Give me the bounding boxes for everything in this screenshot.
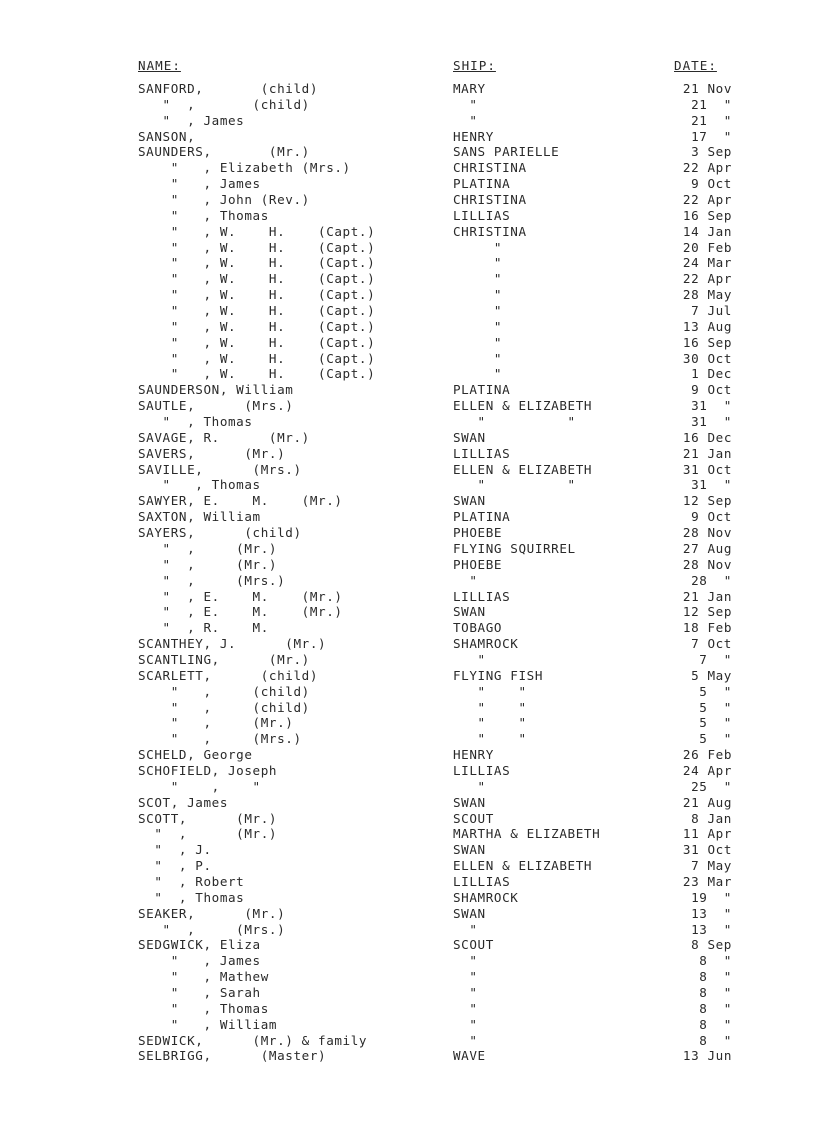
arrival-date: 16 Sep — [682, 207, 732, 223]
passenger-name: SAVAGE, R. (Mr.) — [138, 429, 310, 445]
arrival-date: 13 " — [691, 905, 732, 921]
table-row — [0, 604, 816, 620]
table-row — [0, 160, 816, 176]
ship-name: " " — [453, 414, 576, 430]
passenger-name: " , James — [138, 176, 261, 192]
passenger-name: SCHELD, George — [138, 747, 253, 763]
ship-name: " — [453, 334, 503, 350]
arrival-date: 21 Nov — [682, 81, 732, 96]
ship-name: CHRISTINA — [453, 192, 527, 208]
ship-name: " " — [453, 699, 527, 715]
table-row — [0, 176, 816, 192]
passenger-name: SEDGWICK, Eliza — [138, 937, 261, 953]
table-row — [0, 811, 816, 827]
arrival-date: 21 " — [691, 96, 732, 112]
arrival-date: 16 Sep — [682, 334, 732, 350]
table-row — [0, 97, 816, 113]
ship-name: SWAN — [453, 429, 486, 445]
table-row — [0, 113, 816, 129]
table-row — [0, 700, 816, 716]
passenger-name: " , W. H. (Capt.) — [138, 334, 376, 350]
arrival-date: 9 Oct — [691, 509, 732, 525]
arrival-date: 27 Aug — [682, 540, 732, 556]
ship-name: " — [453, 287, 503, 303]
table-row — [0, 953, 816, 969]
ship-name: ELLEN & ELIZABETH — [453, 461, 593, 477]
passenger-name: " , (child) — [138, 683, 310, 699]
passenger-name: " , Robert — [138, 873, 245, 889]
arrival-date: 12 Sep — [682, 604, 732, 620]
arrival-date: 22 Apr — [682, 160, 732, 176]
table-row — [0, 192, 816, 208]
ship-name: WAVE — [453, 1048, 486, 1064]
table-row — [0, 668, 816, 684]
arrival-date: 8 Sep — [691, 937, 732, 953]
arrival-date: 8 " — [699, 984, 732, 1000]
passenger-name: SAYERS, (child) — [138, 525, 302, 541]
table-row — [0, 1017, 816, 1033]
arrival-date: 5 " — [699, 731, 732, 747]
arrival-date: 8 " — [699, 1000, 732, 1016]
passenger-name: SAXTON, William — [138, 509, 261, 525]
arrival-date: 5 " — [699, 699, 732, 715]
ship-name: " — [453, 271, 503, 287]
arrival-date: 21 Jan — [682, 445, 732, 461]
arrival-date: 22 Apr — [682, 192, 732, 208]
arrival-date: 1 Dec — [691, 366, 732, 382]
passenger-name: SANFORD, (child) — [138, 81, 319, 96]
passenger-name: " , E. M. (Mr.) — [138, 588, 343, 604]
passenger-name: SELBRIGG, (Master) — [138, 1048, 327, 1064]
arrival-date: 7 " — [699, 651, 732, 667]
ship-name: SWAN — [453, 905, 486, 921]
table-row — [0, 922, 816, 938]
passenger-name: " , Thomas — [138, 207, 269, 223]
passenger-name: " , W. H. (Capt.) — [138, 223, 376, 239]
ship-name: " — [453, 255, 503, 271]
passenger-name: SCANTLING, (Mr.) — [138, 651, 310, 667]
passenger-name: " , (Mr.) — [138, 540, 278, 556]
arrival-date: 5 " — [699, 715, 732, 731]
arrival-date: 24 Apr — [682, 762, 732, 778]
ship-name: " — [453, 1016, 478, 1032]
table-row — [0, 446, 816, 462]
passenger-name: " , J. — [138, 842, 212, 858]
table-row — [0, 287, 816, 303]
arrival-date: 19 " — [691, 889, 732, 905]
passenger-name: " , W. H. (Capt.) — [138, 239, 376, 255]
table-row — [0, 335, 816, 351]
arrival-date: 26 Feb — [682, 747, 732, 763]
ship-name: " — [453, 969, 478, 985]
ship-name: " " — [453, 683, 527, 699]
passenger-name: SCARLETT, (child) — [138, 667, 319, 683]
arrival-date: 18 Feb — [682, 620, 732, 636]
arrival-date: 9 Oct — [691, 382, 732, 398]
table-row — [0, 684, 816, 700]
ship-name: TOBAGO — [453, 620, 503, 636]
ship-name: " — [453, 303, 503, 319]
arrival-date: 31 " — [691, 477, 732, 493]
ship-name: HENRY — [453, 128, 494, 144]
arrival-date: 28 " — [691, 572, 732, 588]
table-row — [0, 969, 816, 985]
passenger-name: SEDWICK, (Mr.) & family — [138, 1032, 368, 1048]
ship-name: MARY — [453, 81, 486, 96]
ship-name: SWAN — [453, 604, 486, 620]
ship-name: LILLIAS — [453, 588, 511, 604]
table-row — [0, 224, 816, 240]
arrival-date: 20 Feb — [682, 239, 732, 255]
table-row — [0, 382, 816, 398]
table-row — [0, 906, 816, 922]
passenger-name: " , W. H. (Capt.) — [138, 255, 376, 271]
table-row — [0, 557, 816, 573]
passenger-name: " , James — [138, 112, 245, 128]
arrival-date: 8 " — [699, 1032, 732, 1048]
arrival-date: 30 Oct — [682, 350, 732, 366]
ship-name: " — [453, 778, 486, 794]
table-row — [0, 525, 816, 541]
passenger-name: " , (Mrs.) — [138, 572, 286, 588]
ship-name: " — [453, 318, 503, 334]
ship-name: PLATINA — [453, 509, 511, 525]
table-row — [0, 636, 816, 652]
passenger-name: " , " — [138, 778, 261, 794]
passenger-name: " , Thomas — [138, 414, 253, 430]
passenger-name: " , Elizabeth (Mrs.) — [138, 160, 351, 176]
table-row — [0, 398, 816, 414]
ship-name: " — [453, 1032, 478, 1048]
table-row — [0, 858, 816, 874]
table-row — [0, 779, 816, 795]
ship-name: FLYING SQUIRREL — [453, 540, 576, 556]
table-row — [0, 430, 816, 446]
ship-name: " — [453, 921, 478, 937]
ship-name: " — [453, 984, 478, 1000]
ship-name: PHOEBE — [453, 525, 503, 541]
passenger-name: " , (Mr.) — [138, 715, 294, 731]
passenger-name: " , W. H. (Capt.) — [138, 303, 376, 319]
passenger-name: " , W. H. (Capt.) — [138, 350, 376, 366]
table-row — [0, 477, 816, 493]
table-row — [0, 715, 816, 731]
table-row — [0, 1001, 816, 1017]
table-row — [0, 208, 816, 224]
passenger-name: " , P. — [138, 858, 212, 874]
table-row — [0, 731, 816, 747]
ship-name: HENRY — [453, 747, 494, 763]
ship-name: ELLEN & ELIZABETH — [453, 398, 593, 414]
passenger-name: " , (Mrs.) — [138, 921, 286, 937]
passenger-name: " , Mathew — [138, 969, 269, 985]
ship-name: SANS PARIELLE — [453, 144, 560, 160]
table-row — [0, 462, 816, 478]
arrival-date: 16 Dec — [682, 429, 732, 445]
passenger-name: SAVILLE, (Mrs.) — [138, 461, 302, 477]
table-row — [0, 890, 816, 906]
arrival-date: 9 Oct — [691, 176, 732, 192]
passenger-name: SEAKER, (Mr.) — [138, 905, 286, 921]
arrival-date: 7 Jul — [691, 303, 732, 319]
arrival-date: 7 May — [691, 858, 732, 874]
arrival-date: 21 Jan — [682, 588, 732, 604]
ship-name: PLATINA — [453, 176, 511, 192]
passenger-name: " , (child) — [138, 699, 310, 715]
ship-name: " " — [453, 731, 527, 747]
passenger-name: " , (Mr.) — [138, 556, 278, 572]
ship-name: PLATINA — [453, 382, 511, 398]
table-row — [0, 985, 816, 1001]
passenger-name: " , E. M. (Mr.) — [138, 604, 343, 620]
ship-name: SWAN — [453, 794, 486, 810]
arrival-date: 5 " — [699, 683, 732, 699]
ship-name: MARTHA & ELIZABETH — [453, 826, 601, 842]
table-row — [0, 129, 816, 145]
passenger-name: " , James — [138, 953, 261, 969]
passenger-name: " , (child) — [138, 96, 310, 112]
passenger-name: " , Thomas — [138, 889, 245, 905]
passenger-name: " , W. H. (Capt.) — [138, 287, 376, 303]
passenger-name: " , (Mr.) — [138, 826, 278, 842]
ship-name: LILLIAS — [453, 207, 511, 223]
table-row — [0, 509, 816, 525]
arrival-date: 31 Oct — [682, 842, 732, 858]
arrival-date: 11 Apr — [682, 826, 732, 842]
arrival-date: 17 " — [691, 128, 732, 144]
date-column-header: DATE: — [674, 58, 717, 73]
arrival-date: 8 " — [699, 953, 732, 969]
table-row — [0, 842, 816, 858]
ship-name: LILLIAS — [453, 762, 511, 778]
table-row — [0, 271, 816, 287]
table-row — [0, 144, 816, 160]
passenger-name: " , R. M. — [138, 620, 269, 636]
table-row — [0, 351, 816, 367]
arrival-date: 22 Apr — [682, 271, 732, 287]
table-row — [0, 1033, 816, 1049]
ship-name: " — [453, 651, 486, 667]
arrival-date: 8 Jan — [691, 810, 732, 826]
passenger-name: " , Thomas — [138, 477, 261, 493]
table-row — [0, 414, 816, 430]
table-row — [0, 541, 816, 557]
passenger-name: SCANTHEY, J. (Mr.) — [138, 636, 327, 652]
arrival-date: 28 May — [682, 287, 732, 303]
table-row — [0, 303, 816, 319]
ship-name: CHRISTINA — [453, 160, 527, 176]
ship-name: SWAN — [453, 493, 486, 509]
arrival-date: 3 Sep — [691, 144, 732, 160]
passenger-name: SAUNDERS, (Mr.) — [138, 144, 310, 160]
passenger-name: " , W. H. (Capt.) — [138, 271, 376, 287]
table-row — [0, 874, 816, 890]
arrival-date: 14 Jan — [682, 223, 732, 239]
arrival-date: 31 Oct — [682, 461, 732, 477]
passenger-name: " , Sarah — [138, 984, 261, 1000]
ship-name: " — [453, 112, 478, 128]
arrival-date: 12 Sep — [682, 493, 732, 509]
table-row — [0, 620, 816, 636]
passenger-name: " , W. H. (Capt.) — [138, 318, 376, 334]
arrival-date: 13 Jun — [682, 1048, 732, 1064]
ship-name: SCOUT — [453, 810, 494, 826]
passenger-name: " , John (Rev.) — [138, 192, 310, 208]
ship-name: SHAMROCK — [453, 889, 519, 905]
table-row — [0, 81, 816, 97]
passenger-name: " , William — [138, 1016, 278, 1032]
ship-name: " — [453, 96, 478, 112]
passenger-name: SCHOFIELD, Joseph — [138, 762, 278, 778]
passenger-name: SAUTLE, (Mrs.) — [138, 398, 294, 414]
arrival-date: 8 " — [699, 1016, 732, 1032]
ship-name: LILLIAS — [453, 873, 511, 889]
arrival-date: 21 Aug — [682, 794, 732, 810]
passenger-name: " , (Mrs.) — [138, 731, 302, 747]
arrival-date: 21 " — [691, 112, 732, 128]
ship-name: " " — [453, 715, 527, 731]
ship-column-header: SHIP: — [453, 58, 496, 73]
table-row — [0, 573, 816, 589]
arrival-date: 31 " — [691, 414, 732, 430]
ship-name: SWAN — [453, 842, 486, 858]
ship-name: PHOEBE — [453, 556, 503, 572]
ship-name: " — [453, 239, 503, 255]
passenger-list — [0, 81, 816, 1064]
arrival-date: 28 Nov — [682, 556, 732, 572]
table-row — [0, 747, 816, 763]
ship-name: SCOUT — [453, 937, 494, 953]
table-row — [0, 937, 816, 953]
ship-name: ELLEN & ELIZABETH — [453, 858, 593, 874]
arrival-date: 28 Nov — [682, 525, 732, 541]
passenger-name: SCOTT, (Mr.) — [138, 810, 278, 826]
table-row — [0, 763, 816, 779]
arrival-date: 24 Mar — [682, 255, 732, 271]
arrival-date: 23 Mar — [682, 873, 732, 889]
table-row — [0, 319, 816, 335]
passenger-name: " , Thomas — [138, 1000, 269, 1016]
arrival-date: 7 Oct — [691, 636, 732, 652]
table-row — [0, 589, 816, 605]
ship-name: " " — [453, 477, 576, 493]
ship-name: SHAMROCK — [453, 636, 519, 652]
passenger-name: SCOT, James — [138, 794, 229, 810]
passenger-name: SAUNDERSON, William — [138, 382, 294, 398]
arrival-date: 13 " — [691, 921, 732, 937]
ship-name: " — [453, 350, 503, 366]
arrival-date: 31 " — [691, 398, 732, 414]
passenger-name: SAVERS, (Mr.) — [138, 445, 286, 461]
name-column-header: NAME: — [138, 58, 181, 73]
ship-name: " — [453, 366, 503, 382]
table-row — [0, 652, 816, 668]
table-row — [0, 826, 816, 842]
arrival-date: 25 " — [691, 778, 732, 794]
ship-name: LILLIAS — [453, 445, 511, 461]
table-row — [0, 255, 816, 271]
passenger-name: SANSON, — [138, 128, 196, 144]
ship-name: " — [453, 572, 478, 588]
arrival-date: 8 " — [699, 969, 732, 985]
ship-name: CHRISTINA — [453, 223, 527, 239]
arrival-date: 5 May — [691, 667, 732, 683]
table-row — [0, 366, 816, 382]
table-row — [0, 240, 816, 256]
passenger-name: SAWYER, E. M. (Mr.) — [138, 493, 343, 509]
arrival-date: 13 Aug — [682, 318, 732, 334]
ship-name: " — [453, 1000, 478, 1016]
ship-name: FLYING FISH — [453, 667, 544, 683]
table-row — [0, 1048, 816, 1064]
table-row — [0, 493, 816, 509]
passenger-name: " , W. H. (Capt.) — [138, 366, 376, 382]
table-row — [0, 795, 816, 811]
ship-name: " — [453, 953, 478, 969]
